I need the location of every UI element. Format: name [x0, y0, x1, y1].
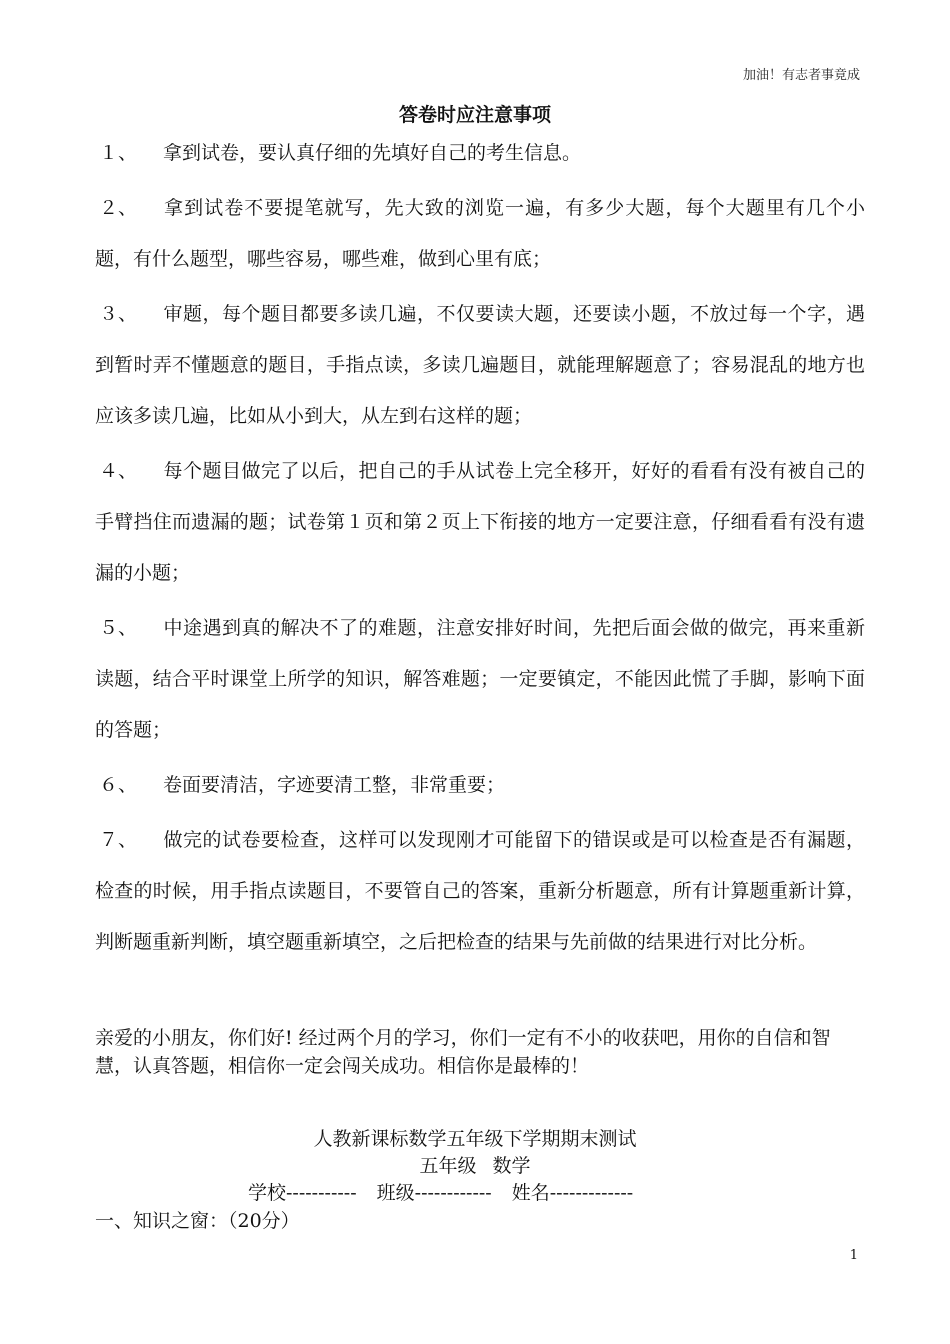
- note-text: 每个题目做完了以后，把自己的手从试卷上完全移开，好好的看看有没有被自己的手臂挡住而遗漏的题；试卷第１页和第２页上下衔接的地方一定要注意，仔细看看有没有遗漏的小题；: [95, 460, 865, 584]
- exam-subject: 数学: [492, 1155, 531, 1177]
- encouragement-paragraph: 亲爱的小朋友，你们好! 经过两个月的学习，你们一定有不小的收获吧，用你的自信和智慧，认真答题，相信你一定会闯关成功。相信你是最棒的！: [95, 1027, 831, 1077]
- student-info-line: [248, 1180, 647, 1207]
- exam-title: 人教新课标数学五年级下学期期末测试: [313, 1128, 637, 1150]
- note-text: 做完的试卷要检查，这样可以发现刚才可能留下的错误或是可以检查是否有漏题，检查的时候，用手指点读题目，不要管自己的答案，重新分析题意，所有计算题重新计算，判断题重新判断，填空题重新填空，之后把检查的结果与先前做的结果进行对比分析。: [95, 829, 865, 953]
- note-item: [95, 183, 865, 285]
- note-item: [95, 603, 865, 756]
- name-field: 姓名-------------: [511, 1182, 634, 1204]
- note-number: ６、: [99, 774, 138, 796]
- note-item: [95, 815, 865, 968]
- note-number: １、: [99, 142, 138, 164]
- note-number: ２、: [99, 197, 138, 219]
- note-number: ５、: [99, 617, 138, 639]
- page-title: 答卷时应注意事项: [398, 104, 551, 126]
- note-item: [95, 289, 865, 442]
- note-text: 拿到试卷不要提笔就写，先大致的浏览一遍，有多少大题，每个大题里有几个小题，有什么题型，哪些容易，哪些难，做到心里有底；: [95, 197, 865, 270]
- note-number: ７、: [99, 829, 138, 851]
- note-item: [95, 760, 865, 811]
- note-text: 中途遇到真的解决不了的难题，注意安排好时间，先把后面会做的做完，再来重新读题，结合平时课堂上所学的知识，解答难题；一定要镇定，不能因此慌了手脚，影响下面的答题；: [95, 617, 865, 741]
- notes-list: [95, 128, 865, 972]
- page-number: 1: [849, 1248, 858, 1263]
- school-field: 学校-----------: [248, 1182, 357, 1204]
- note-number: ３、: [99, 303, 138, 325]
- note-number: ４、: [99, 460, 138, 482]
- class-field: 班级------------: [376, 1182, 492, 1204]
- header-motto: 加油！有志者事竟成: [742, 68, 860, 83]
- note-text: 审题，每个题目都要多读几遍，不仅要读大题，还要读小题，不放过每一个字，遇到暂时弄不懂题意的题目，手指点读，多读几遍题目，就能理解题意了；容易混乱的地方也应该多读几遍，比如从小到大，从左到右这样的题；: [95, 303, 865, 427]
- note-text: 卷面要清洁，字迹要清工整，非常重要；: [163, 774, 506, 796]
- exam-grade: 五年级: [419, 1155, 477, 1177]
- note-item: [95, 446, 865, 599]
- note-text: 拿到试卷，要认真仔细的先填好自己的考生信息。: [163, 142, 582, 164]
- note-item: [95, 128, 865, 179]
- section-heading: 一、知识之窗：（20分）: [95, 1210, 300, 1232]
- exam-subtitle: [0, 1153, 950, 1180]
